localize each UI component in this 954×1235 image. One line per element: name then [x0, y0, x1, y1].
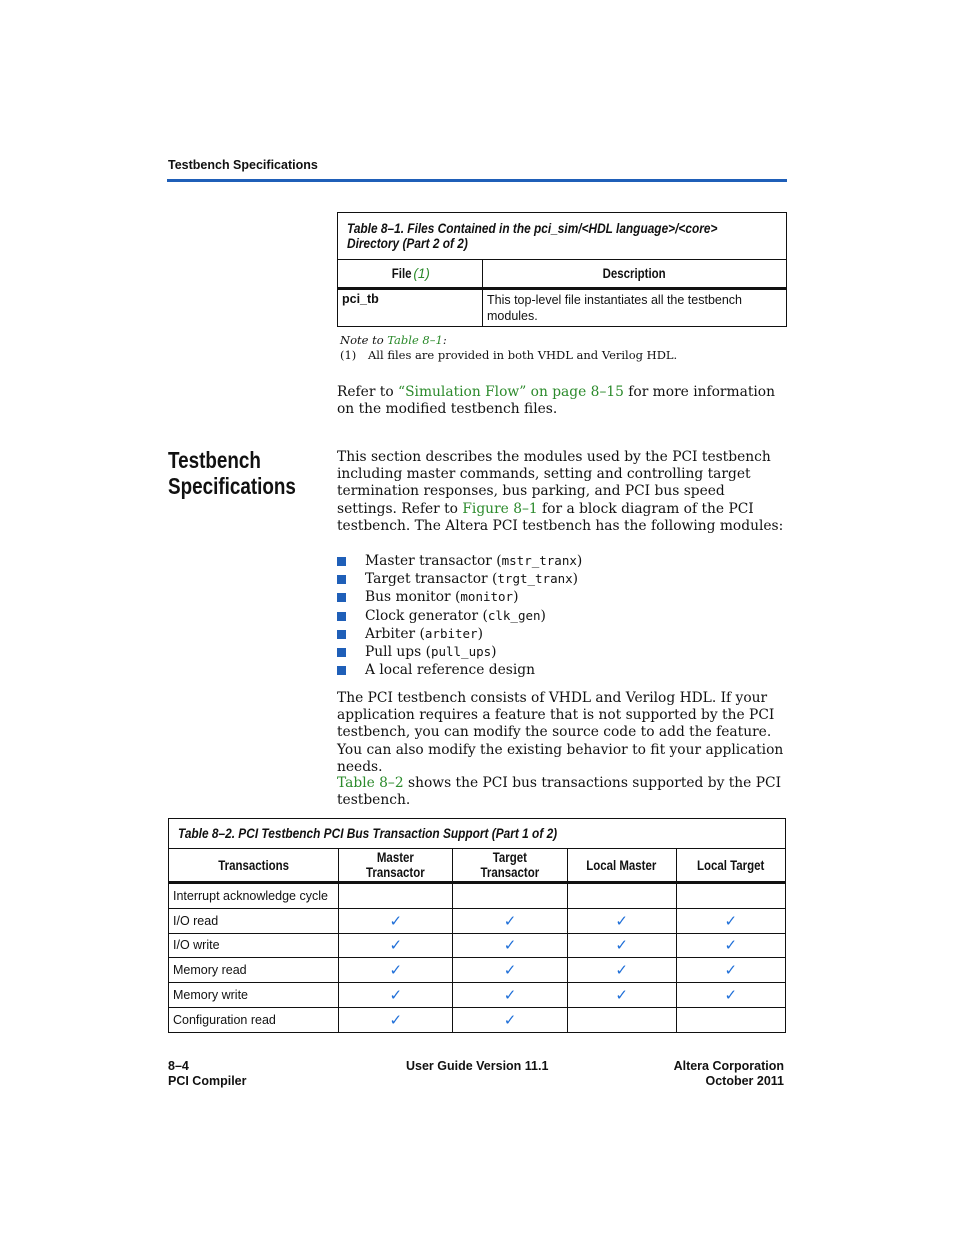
footer-left	[168, 1059, 247, 1089]
module-code: pull_ups	[430, 644, 492, 660]
column-header	[567, 849, 676, 883]
list-item	[337, 643, 582, 661]
header-label: Master Transactor	[366, 850, 426, 880]
list-item	[337, 661, 582, 679]
module-name: Bus monitor (	[365, 589, 461, 606]
module-list	[337, 552, 582, 679]
check-icon: ✓	[339, 933, 453, 958]
column-header	[169, 849, 339, 883]
check-icon: ✓	[567, 958, 676, 983]
footer-version: User Guide Version 11.1	[406, 1059, 549, 1073]
table-row	[169, 908, 786, 933]
check-icon: ✓	[339, 908, 453, 933]
transaction-table	[168, 818, 786, 1033]
bullet-icon	[337, 575, 346, 584]
text: )	[477, 625, 483, 642]
section-heading	[168, 447, 296, 499]
heading-line: Testbench	[168, 447, 261, 473]
module-name: Master transactor (	[365, 553, 502, 569]
check-icon: ✓	[453, 908, 568, 933]
module-code: clk_gen	[487, 607, 541, 623]
module-name: Pull ups (	[365, 644, 431, 661]
text: )	[576, 553, 583, 569]
table-caption	[169, 819, 786, 849]
desc-cell: This top-level file instantiates all the testbench modules.	[483, 289, 787, 327]
header-rule	[167, 179, 787, 182]
running-header: Testbench Specifications	[168, 158, 318, 172]
check-icon: ✓	[567, 983, 676, 1008]
bullet-icon	[337, 557, 346, 566]
module-name: Arbiter (	[365, 625, 425, 642]
column-header	[483, 260, 787, 289]
check-icon: ✓	[339, 958, 453, 983]
check-icon: ✓	[453, 958, 568, 983]
column-header	[338, 260, 483, 289]
bullet-icon	[337, 593, 346, 602]
transaction-name: I/O write	[169, 933, 339, 958]
table-link[interactable]: Table 8–1	[387, 333, 443, 347]
table-row	[338, 289, 787, 327]
column-header	[676, 849, 785, 883]
empty-cell	[339, 883, 453, 909]
text: )	[540, 607, 546, 624]
check-icon: ✓	[567, 933, 676, 958]
footer-right	[674, 1059, 784, 1089]
company: Altera Corporation	[673, 1059, 784, 1073]
check-icon: ✓	[676, 933, 785, 958]
bullet-icon	[337, 648, 346, 657]
empty-cell	[567, 1007, 676, 1032]
list-item	[337, 625, 582, 643]
transaction-name: I/O read	[169, 908, 339, 933]
table-row	[169, 883, 786, 909]
bullet-icon	[337, 630, 346, 639]
note-number: (1)	[340, 348, 357, 362]
text: )	[513, 589, 519, 606]
table-row	[169, 933, 786, 958]
text: shows the PCI bus transactions supported by the PCI testbench.	[337, 775, 782, 809]
intro-paragraph	[337, 449, 789, 535]
check-icon: ✓	[453, 983, 568, 1008]
text: for a block diagram of the PCI testbench. The Altera PCI testbench has the following modules:	[337, 500, 784, 534]
caption-line: Table 8–1. Files Contained in the pci_sim/<HDL language>/<core>	[347, 221, 718, 236]
module-name: Target transactor (	[365, 571, 498, 588]
list-item	[337, 588, 582, 606]
module-code: monitor	[460, 589, 514, 605]
text: )	[572, 571, 579, 588]
header-label: Local Master	[586, 857, 657, 873]
header-label: Local Target	[697, 857, 765, 873]
text: This section describes the modules used by the PCI testbench including master commands, setting and controlling target termination responses, bus parking, and PCI bus speed settings. Refer to	[337, 449, 771, 517]
table-row	[169, 1007, 786, 1032]
note-text: All files are provided in both VHDL and Verilog HDL.	[368, 348, 678, 362]
simulation-flow-link[interactable]: “Simulation Flow” on page 8–15	[398, 384, 624, 400]
check-icon: ✓	[567, 908, 676, 933]
text: for more information on the modified testbench files.	[337, 384, 775, 418]
check-icon: ✓	[339, 983, 453, 1008]
files-table	[337, 212, 787, 327]
date: October 2011	[705, 1074, 784, 1088]
heading-line: Specifications	[168, 473, 296, 499]
page-number: 8–4	[168, 1059, 189, 1073]
transaction-name: Memory write	[169, 983, 339, 1008]
text: )	[491, 644, 497, 661]
header-label: File	[391, 266, 412, 281]
table-note: Note to Table 8–1: (1) All files are provided in both VHDL and Verilog HDL.	[340, 333, 678, 362]
caption-text: Table 8–2. PCI Testbench PCI Bus Transaction Support (Part 1 of 2)	[178, 826, 558, 841]
header-label: Transactions	[218, 857, 290, 873]
check-icon: ✓	[676, 983, 785, 1008]
table-link[interactable]: Table 8–2	[337, 775, 404, 791]
list-item	[337, 607, 582, 625]
bullet-icon	[337, 612, 346, 621]
transaction-name: Interrupt acknowledge cycle	[169, 883, 339, 909]
module-name: A local reference design	[365, 662, 535, 679]
table-row	[169, 983, 786, 1008]
caption-line: Directory (Part 2 of 2)	[347, 236, 468, 251]
list-item	[337, 552, 582, 570]
check-icon: ✓	[453, 1007, 568, 1032]
footnote-link[interactable]: (1)	[413, 266, 430, 281]
module-code: arbiter	[424, 625, 478, 641]
transaction-name: Memory read	[169, 958, 339, 983]
check-icon: ✓	[339, 1007, 453, 1032]
note-title: Note to	[340, 333, 388, 347]
column-header	[453, 849, 568, 883]
module-name: Clock generator (	[365, 607, 488, 624]
table-caption	[338, 213, 787, 260]
paragraph	[337, 775, 797, 809]
module-code: mstr_tranx	[501, 553, 577, 568]
header-label: Target Transactor	[480, 850, 540, 880]
empty-cell	[453, 883, 568, 909]
figure-link[interactable]: Figure 8–1	[462, 500, 538, 517]
table-row	[169, 958, 786, 983]
bullet-icon	[337, 666, 346, 675]
text: Refer to	[337, 384, 399, 400]
empty-cell	[567, 883, 676, 909]
file-cell: pci_tb	[338, 289, 483, 327]
column-header	[339, 849, 453, 883]
product-name: PCI Compiler	[168, 1074, 247, 1088]
check-icon: ✓	[676, 958, 785, 983]
check-icon: ✓	[453, 933, 568, 958]
module-code: trgt_tranx	[497, 571, 573, 587]
paragraph: The PCI testbench consists of VHDL and Verilog HDL. If your application requires a feature that is not supported by the PCI testbench, you can modify the source code to add the feature. You can also modify the existing behavior to fit your application needs.	[337, 690, 784, 775]
transaction-name: Configuration read	[169, 1007, 339, 1032]
header-label: Description	[602, 266, 667, 281]
check-icon: ✓	[676, 908, 785, 933]
empty-cell	[676, 883, 785, 909]
list-item	[337, 570, 582, 588]
empty-cell	[676, 1007, 785, 1032]
refer-paragraph	[337, 384, 787, 418]
